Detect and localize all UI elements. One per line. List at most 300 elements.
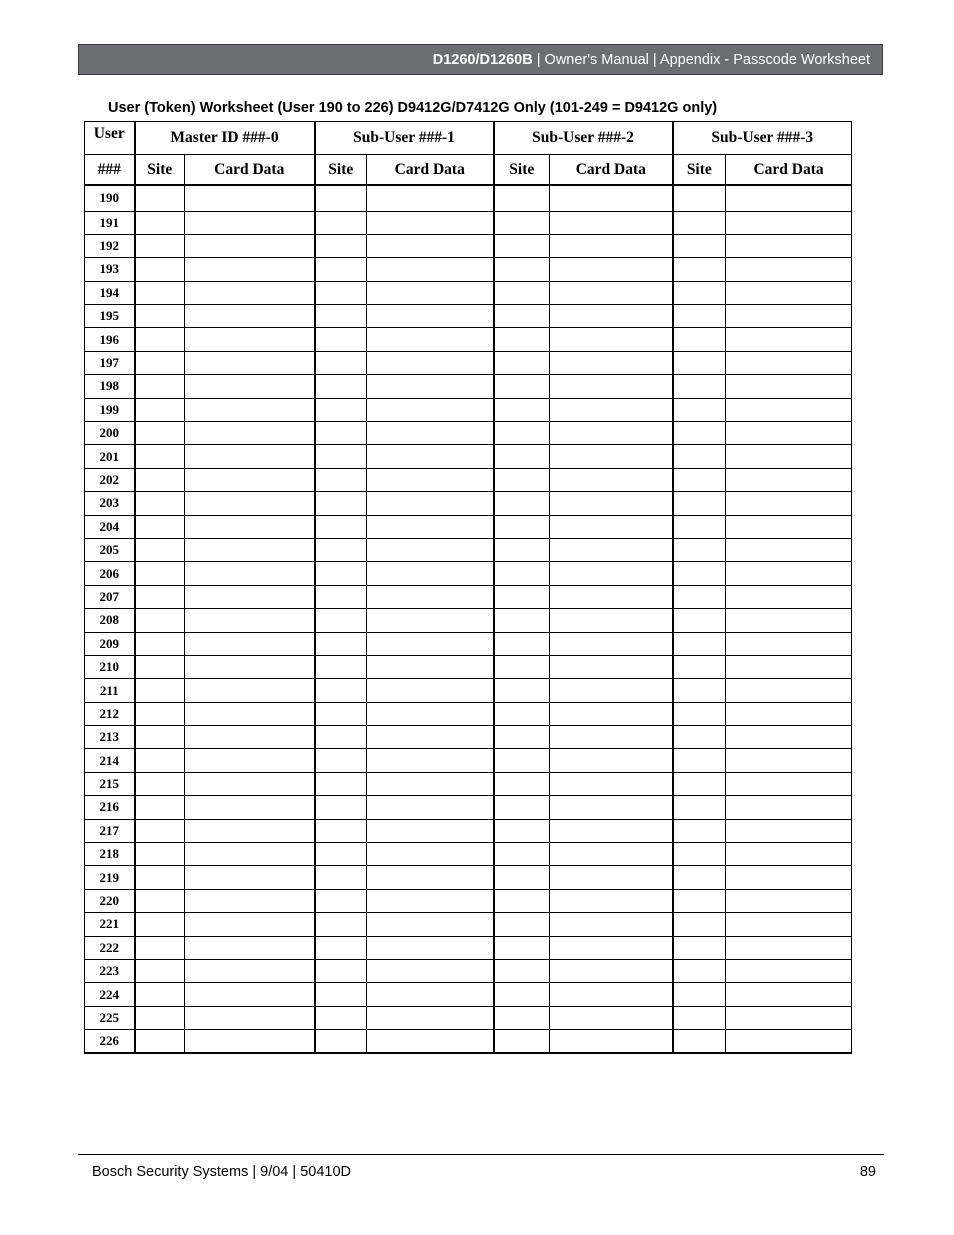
site-cell[interactable] (494, 305, 550, 328)
card-data-cell[interactable] (550, 772, 673, 795)
site-cell[interactable] (315, 492, 367, 515)
site-cell[interactable] (315, 328, 367, 351)
user-number: 197 (85, 351, 135, 374)
site-cell[interactable] (315, 632, 367, 655)
card-data-cell[interactable] (367, 585, 494, 608)
site-cell[interactable] (673, 562, 726, 585)
card-data-cell[interactable] (185, 796, 315, 819)
card-data-cell[interactable] (185, 749, 315, 772)
card-data-cell[interactable] (185, 398, 315, 421)
card-data-cell[interactable] (726, 655, 852, 678)
card-data-cell[interactable] (185, 655, 315, 678)
site-cell[interactable] (315, 983, 367, 1006)
site-cell[interactable] (494, 936, 550, 959)
site-cell[interactable] (494, 351, 550, 374)
site-cell[interactable] (494, 234, 550, 257)
card-data-cell[interactable] (367, 375, 494, 398)
card-data-cell[interactable] (367, 515, 494, 538)
site-cell[interactable] (135, 211, 185, 234)
card-data-cell[interactable] (367, 679, 494, 702)
site-cell[interactable] (494, 702, 550, 725)
card-data-cell[interactable] (185, 843, 315, 866)
card-data-cell[interactable] (185, 632, 315, 655)
card-data-cell[interactable] (367, 632, 494, 655)
card-data-cell[interactable] (185, 889, 315, 912)
site-cell[interactable] (494, 749, 550, 772)
card-data-cell[interactable] (185, 772, 315, 795)
site-cell[interactable] (315, 562, 367, 585)
site-cell[interactable] (315, 796, 367, 819)
site-cell[interactable] (315, 305, 367, 328)
table-row (85, 1006, 852, 1029)
card-data-cell[interactable] (367, 538, 494, 561)
site-cell[interactable] (494, 185, 550, 211)
card-data-cell[interactable] (550, 749, 673, 772)
site-cell[interactable] (494, 726, 550, 749)
card-data-cell[interactable] (550, 913, 673, 936)
card-data-cell[interactable] (367, 889, 494, 912)
site-cell[interactable] (673, 983, 726, 1006)
site-cell[interactable] (673, 445, 726, 468)
site-cell[interactable] (135, 305, 185, 328)
site-cell[interactable] (315, 866, 367, 889)
site-cell[interactable] (135, 538, 185, 561)
site-cell[interactable] (494, 515, 550, 538)
site-cell[interactable] (494, 913, 550, 936)
card-data-cell[interactable] (185, 983, 315, 1006)
card-data-cell[interactable] (367, 726, 494, 749)
card-data-cell[interactable] (185, 234, 315, 257)
card-data-cell[interactable] (726, 468, 852, 491)
card-data-cell[interactable] (367, 983, 494, 1006)
card-data-cell[interactable] (550, 1006, 673, 1029)
card-data-cell[interactable] (185, 1006, 315, 1029)
site-cell[interactable] (673, 679, 726, 702)
card-data-cell[interactable] (550, 328, 673, 351)
card-data-cell[interactable] (550, 679, 673, 702)
card-data-cell[interactable] (550, 515, 673, 538)
site-cell[interactable] (315, 772, 367, 795)
card-data-cell[interactable] (550, 609, 673, 632)
site-cell[interactable] (135, 843, 185, 866)
card-data-cell[interactable] (550, 398, 673, 421)
site-cell[interactable] (673, 305, 726, 328)
card-data-cell[interactable] (367, 492, 494, 515)
group-header-sub3: Sub-User ###-3 (673, 122, 852, 155)
card-data-cell[interactable] (185, 328, 315, 351)
site-cell[interactable] (135, 445, 185, 468)
card-data-cell[interactable] (367, 866, 494, 889)
card-data-cell[interactable] (185, 585, 315, 608)
site-cell[interactable] (135, 913, 185, 936)
site-cell[interactable] (494, 445, 550, 468)
site-cell[interactable] (494, 866, 550, 889)
card-data-cell[interactable] (185, 936, 315, 959)
card-data-cell[interactable] (726, 562, 852, 585)
site-cell[interactable] (494, 609, 550, 632)
card-data-cell[interactable] (550, 562, 673, 585)
card-data-cell[interactable] (367, 234, 494, 257)
card-data-cell[interactable] (726, 772, 852, 795)
site-cell[interactable] (494, 468, 550, 491)
card-data-cell[interactable] (726, 632, 852, 655)
card-data-cell[interactable] (367, 960, 494, 983)
site-cell[interactable] (315, 281, 367, 304)
site-cell[interactable] (135, 234, 185, 257)
site-cell[interactable] (315, 960, 367, 983)
site-cell[interactable] (673, 422, 726, 445)
site-cell[interactable] (315, 936, 367, 959)
card-data-cell[interactable] (367, 1006, 494, 1029)
card-data-cell[interactable] (726, 983, 852, 1006)
card-data-cell[interactable] (726, 422, 852, 445)
site-cell[interactable] (135, 585, 185, 608)
site-cell[interactable] (315, 515, 367, 538)
card-data-cell[interactable] (726, 375, 852, 398)
site-cell[interactable] (673, 1006, 726, 1029)
site-cell[interactable] (135, 796, 185, 819)
site-cell[interactable] (315, 351, 367, 374)
card-data-cell[interactable] (726, 749, 852, 772)
site-cell[interactable] (315, 1030, 367, 1053)
card-data-cell[interactable] (726, 234, 852, 257)
site-cell[interactable] (135, 749, 185, 772)
group-header-sub1: Sub-User ###-1 (315, 122, 494, 155)
site-cell[interactable] (673, 258, 726, 281)
card-data-cell[interactable] (726, 538, 852, 561)
card-data-cell[interactable] (726, 889, 852, 912)
card-data-cell[interactable] (726, 185, 852, 211)
site-cell[interactable] (494, 258, 550, 281)
site-cell[interactable] (315, 375, 367, 398)
site-cell[interactable] (673, 749, 726, 772)
card-data-cell[interactable] (726, 351, 852, 374)
card-data-cell[interactable] (550, 702, 673, 725)
card-data-cell[interactable] (726, 281, 852, 304)
site-cell[interactable] (135, 258, 185, 281)
card-data-cell[interactable] (550, 796, 673, 819)
card-data-cell[interactable] (726, 843, 852, 866)
site-cell[interactable] (673, 468, 726, 491)
site-cell[interactable] (494, 655, 550, 678)
card-data-cell[interactable] (550, 866, 673, 889)
site-cell[interactable] (673, 772, 726, 795)
card-data-cell[interactable] (185, 702, 315, 725)
card-data-cell[interactable] (367, 749, 494, 772)
site-cell[interactable] (673, 843, 726, 866)
site-cell[interactable] (494, 632, 550, 655)
card-data-cell[interactable] (185, 492, 315, 515)
site-cell[interactable] (494, 843, 550, 866)
card-data-cell[interactable] (185, 185, 315, 211)
site-cell[interactable] (494, 679, 550, 702)
card-data-cell[interactable] (185, 726, 315, 749)
card-data-cell[interactable] (550, 819, 673, 842)
site-cell[interactable] (135, 609, 185, 632)
card-data-cell[interactable] (726, 819, 852, 842)
site-cell[interactable] (673, 913, 726, 936)
site-cell[interactable] (315, 609, 367, 632)
site-cell[interactable] (673, 375, 726, 398)
card-data-cell[interactable] (185, 305, 315, 328)
site-cell[interactable] (315, 889, 367, 912)
card-data-cell[interactable] (367, 422, 494, 445)
card-data-cell[interactable] (185, 258, 315, 281)
card-data-cell[interactable] (367, 281, 494, 304)
site-cell[interactable] (135, 492, 185, 515)
site-cell[interactable] (315, 538, 367, 561)
card-data-cell[interactable] (185, 562, 315, 585)
card-data-cell[interactable] (726, 211, 852, 234)
site-cell[interactable] (315, 819, 367, 842)
site-cell[interactable] (135, 375, 185, 398)
card-data-cell[interactable] (185, 1030, 315, 1053)
site-cell[interactable] (315, 913, 367, 936)
card-data-cell[interactable] (367, 398, 494, 421)
site-cell[interactable] (673, 538, 726, 561)
card-data-cell[interactable] (726, 585, 852, 608)
site-cell[interactable] (673, 702, 726, 725)
site-cell[interactable] (315, 398, 367, 421)
card-data-cell[interactable] (185, 515, 315, 538)
site-cell[interactable] (494, 422, 550, 445)
card-data-cell[interactable] (367, 936, 494, 959)
card-data-cell[interactable] (185, 281, 315, 304)
site-cell[interactable] (673, 960, 726, 983)
site-cell[interactable] (135, 1006, 185, 1029)
card-data-cell[interactable] (367, 445, 494, 468)
card-data-cell[interactable] (367, 185, 494, 211)
card-data-cell[interactable] (550, 632, 673, 655)
card-data-cell[interactable] (726, 726, 852, 749)
site-cell[interactable] (315, 422, 367, 445)
card-data-cell[interactable] (367, 211, 494, 234)
card-data-cell[interactable] (726, 1030, 852, 1053)
site-cell[interactable] (673, 889, 726, 912)
card-data-cell[interactable] (185, 375, 315, 398)
site-cell[interactable] (315, 468, 367, 491)
card-data-cell[interactable] (367, 843, 494, 866)
site-cell[interactable] (673, 281, 726, 304)
card-data-cell[interactable] (367, 772, 494, 795)
card-data-cell[interactable] (550, 585, 673, 608)
site-cell[interactable] (494, 889, 550, 912)
site-cell[interactable] (494, 819, 550, 842)
site-cell[interactable] (494, 960, 550, 983)
card-data-cell[interactable] (550, 351, 673, 374)
site-cell[interactable] (315, 655, 367, 678)
site-cell[interactable] (494, 983, 550, 1006)
card-data-cell[interactable] (726, 1006, 852, 1029)
site-cell[interactable] (673, 398, 726, 421)
card-data-cell[interactable] (550, 445, 673, 468)
site-cell[interactable] (673, 819, 726, 842)
site-cell[interactable] (673, 936, 726, 959)
card-data-cell[interactable] (367, 562, 494, 585)
site-cell[interactable] (135, 422, 185, 445)
site-cell[interactable] (135, 515, 185, 538)
site-cell[interactable] (494, 281, 550, 304)
card-data-cell[interactable] (726, 305, 852, 328)
card-data-cell[interactable] (367, 913, 494, 936)
site-cell[interactable] (315, 258, 367, 281)
site-cell[interactable] (135, 936, 185, 959)
site-cell[interactable] (494, 492, 550, 515)
card-data-cell[interactable] (367, 305, 494, 328)
card-data-cell[interactable] (550, 843, 673, 866)
site-cell[interactable] (494, 562, 550, 585)
site-cell[interactable] (135, 328, 185, 351)
site-cell[interactable] (673, 351, 726, 374)
card-data-cell[interactable] (550, 1030, 673, 1053)
site-cell[interactable] (673, 234, 726, 257)
card-data-cell[interactable] (185, 819, 315, 842)
site-cell[interactable] (673, 796, 726, 819)
card-data-cell[interactable] (185, 468, 315, 491)
card-data-cell[interactable] (367, 655, 494, 678)
site-cell[interactable] (315, 843, 367, 866)
site-cell[interactable] (135, 185, 185, 211)
site-cell[interactable] (673, 632, 726, 655)
card-data-cell[interactable] (550, 726, 673, 749)
site-cell[interactable] (135, 726, 185, 749)
card-data-cell[interactable] (550, 983, 673, 1006)
card-data-cell[interactable] (185, 866, 315, 889)
card-data-cell[interactable] (550, 492, 673, 515)
card-data-cell[interactable] (550, 468, 673, 491)
card-data-cell[interactable] (185, 351, 315, 374)
site-cell[interactable] (135, 889, 185, 912)
card-data-cell[interactable] (726, 445, 852, 468)
site-cell[interactable] (494, 328, 550, 351)
card-data-cell[interactable] (550, 655, 673, 678)
site-cell[interactable] (135, 398, 185, 421)
card-data-cell[interactable] (367, 328, 494, 351)
site-cell[interactable] (135, 960, 185, 983)
card-data-cell[interactable] (550, 936, 673, 959)
site-cell[interactable] (673, 492, 726, 515)
card-data-cell[interactable] (185, 538, 315, 561)
card-data-cell[interactable] (726, 913, 852, 936)
site-cell[interactable] (135, 281, 185, 304)
site-cell[interactable] (135, 1030, 185, 1053)
card-data-cell[interactable] (185, 609, 315, 632)
site-cell[interactable] (673, 866, 726, 889)
card-data-cell[interactable] (726, 258, 852, 281)
site-cell[interactable] (494, 1030, 550, 1053)
card-data-cell[interactable] (726, 328, 852, 351)
card-data-cell[interactable] (367, 1030, 494, 1053)
site-cell[interactable] (315, 445, 367, 468)
site-cell[interactable] (315, 726, 367, 749)
site-cell[interactable] (673, 609, 726, 632)
card-data-cell[interactable] (726, 679, 852, 702)
card-data-cell[interactable] (726, 398, 852, 421)
site-cell[interactable] (673, 726, 726, 749)
card-data-cell[interactable] (367, 258, 494, 281)
card-data-cell[interactable] (726, 609, 852, 632)
card-data-cell[interactable] (726, 492, 852, 515)
card-data-cell[interactable] (185, 679, 315, 702)
card-data-cell[interactable] (550, 305, 673, 328)
site-cell[interactable] (673, 655, 726, 678)
site-cell[interactable] (315, 749, 367, 772)
card-data-cell[interactable] (185, 913, 315, 936)
card-data-cell[interactable] (550, 211, 673, 234)
site-cell[interactable] (315, 234, 367, 257)
site-cell[interactable] (135, 983, 185, 1006)
site-cell[interactable] (135, 468, 185, 491)
site-cell[interactable] (673, 1030, 726, 1053)
site-cell[interactable] (494, 796, 550, 819)
card-data-cell[interactable] (550, 281, 673, 304)
card-data-cell[interactable] (367, 609, 494, 632)
site-cell[interactable] (673, 585, 726, 608)
site-cell[interactable] (135, 632, 185, 655)
card-data-cell[interactable] (550, 960, 673, 983)
site-cell[interactable] (315, 185, 367, 211)
card-data-cell[interactable] (185, 960, 315, 983)
site-cell[interactable] (494, 398, 550, 421)
card-data-cell[interactable] (367, 702, 494, 725)
site-cell[interactable] (315, 1006, 367, 1029)
site-cell[interactable] (673, 211, 726, 234)
site-cell[interactable] (673, 185, 726, 211)
card-data-cell[interactable] (550, 185, 673, 211)
site-cell[interactable] (315, 585, 367, 608)
site-cell[interactable] (135, 562, 185, 585)
site-cell[interactable] (494, 538, 550, 561)
site-cell[interactable] (135, 772, 185, 795)
site-cell[interactable] (494, 772, 550, 795)
site-cell[interactable] (494, 211, 550, 234)
card-data-cell[interactable] (550, 375, 673, 398)
site-cell[interactable] (135, 679, 185, 702)
card-data-cell[interactable] (367, 468, 494, 491)
card-data-cell[interactable] (726, 960, 852, 983)
card-data-cell[interactable] (726, 936, 852, 959)
card-data-cell[interactable] (550, 258, 673, 281)
site-cell[interactable] (494, 1006, 550, 1029)
card-data-cell[interactable] (367, 351, 494, 374)
site-cell[interactable] (494, 585, 550, 608)
card-data-cell[interactable] (185, 211, 315, 234)
site-cell[interactable] (494, 375, 550, 398)
site-cell[interactable] (673, 515, 726, 538)
site-cell[interactable] (315, 702, 367, 725)
card-data-cell[interactable] (726, 515, 852, 538)
card-data-cell[interactable] (550, 889, 673, 912)
card-data-cell[interactable] (726, 866, 852, 889)
site-cell[interactable] (673, 328, 726, 351)
site-cell[interactable] (315, 679, 367, 702)
card-data-cell[interactable] (185, 422, 315, 445)
site-cell[interactable] (315, 211, 367, 234)
card-data-cell[interactable] (367, 819, 494, 842)
site-cell[interactable] (135, 866, 185, 889)
site-cell[interactable] (135, 819, 185, 842)
card-data-cell[interactable] (550, 538, 673, 561)
card-data-cell[interactable] (367, 796, 494, 819)
card-data-cell[interactable] (550, 234, 673, 257)
card-data-cell[interactable] (726, 796, 852, 819)
card-data-cell[interactable] (185, 445, 315, 468)
card-data-cell[interactable] (550, 422, 673, 445)
card-data-cell[interactable] (726, 702, 852, 725)
site-cell[interactable] (135, 702, 185, 725)
site-cell[interactable] (135, 655, 185, 678)
site-cell[interactable] (135, 351, 185, 374)
